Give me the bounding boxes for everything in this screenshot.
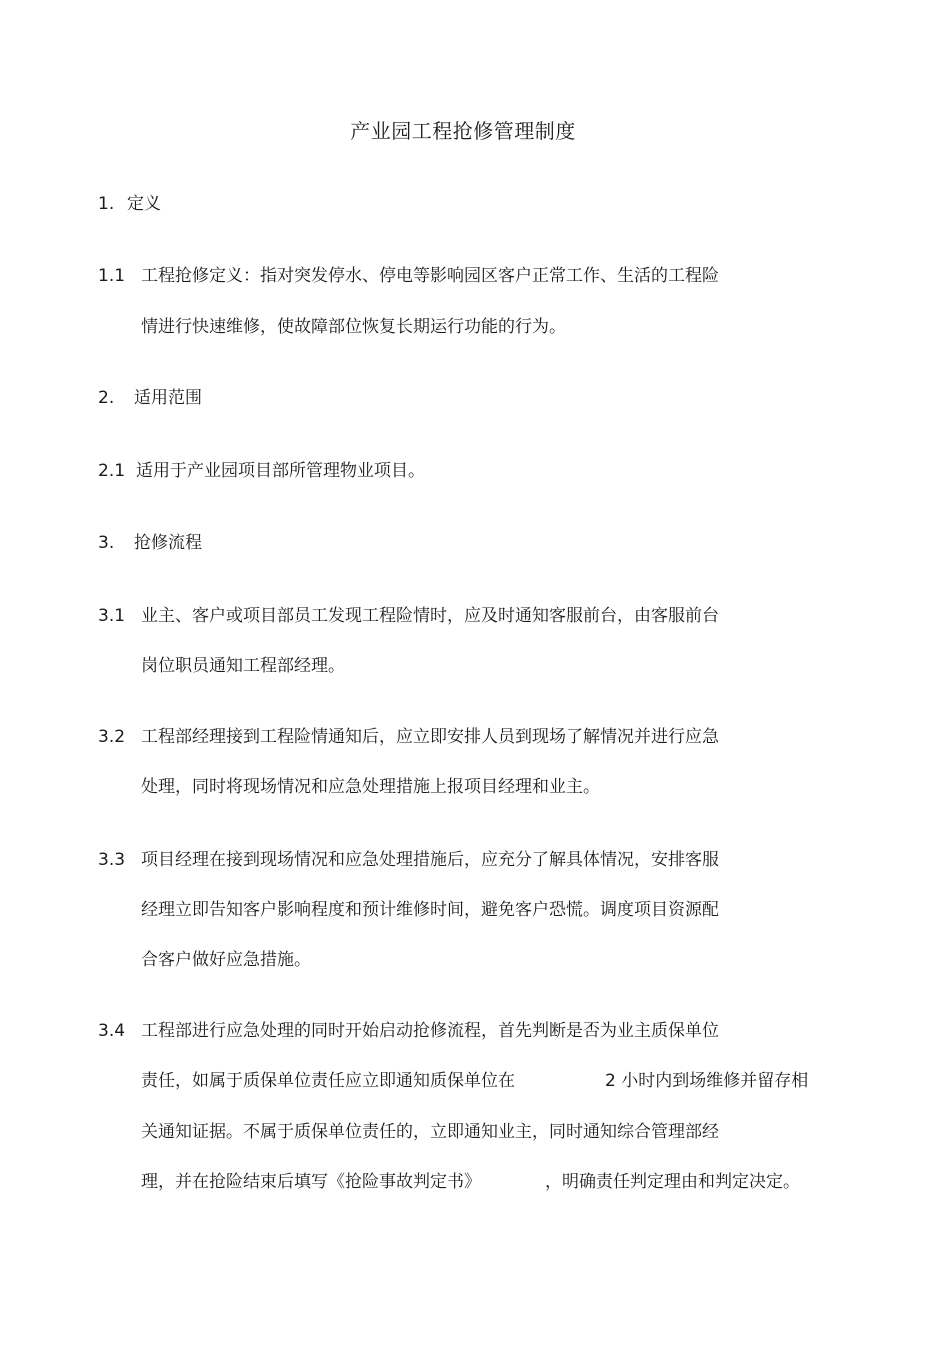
clause-3-3-line-3: 合客户做好应急措施。 xyxy=(141,950,311,970)
clause-2-1-line-1: 适用于产业园项目部所管理物业项目。 xyxy=(136,461,425,481)
clause-3-1-line-2: 岗位职员通知工程部经理。 xyxy=(141,656,345,676)
clause-3-1-number: 3.1 xyxy=(98,606,126,626)
clause-3-4-line-4a: 理，并在抢险结束后填写《抢险事故判定书》 xyxy=(141,1172,481,1192)
document-title: 产业园工程抢修管理制度 xyxy=(350,119,576,143)
clause-3-2-line-2: 处理，同时将现场情况和应急处理措施上报项目经理和业主。 xyxy=(141,777,600,797)
clause-3-2-line-1: 工程部经理接到工程险情通知后，应立即安排人员到现场了解情况并进行应急 xyxy=(141,727,719,747)
clause-3-4-line-4b: ，明确责任判定理由和判定决定。 xyxy=(545,1172,800,1192)
clause-1-1-number: 1.1 xyxy=(98,266,126,286)
clause-3-3-line-1: 项目经理在接到现场情况和应急处理措施后，应充分了解具体情况，安排客服 xyxy=(141,850,719,870)
section-1-heading: 定义 xyxy=(127,194,161,214)
section-2-heading: 适用范围 xyxy=(134,388,202,408)
clause-3-2-number: 3.2 xyxy=(98,727,126,747)
section-1-number: 1. xyxy=(98,194,115,214)
clause-1-1-line-1: 工程抢修定义：指对突发停水、停电等影响园区客户正常工作、生活的工程险 xyxy=(141,266,719,286)
clause-3-3-number: 3.3 xyxy=(98,850,126,870)
section-3-number: 3. xyxy=(98,533,115,553)
section-3-heading: 抢修流程 xyxy=(134,533,202,553)
clause-3-4-line-3: 关通知证据。不属于质保单位责任的，立即通知业主，同时通知综合管理部经 xyxy=(141,1122,719,1142)
clause-2-1-number: 2.1 xyxy=(98,461,126,481)
clause-3-1-line-1: 业主、客户或项目部员工发现工程险情时，应及时通知客服前台，由客服前台 xyxy=(141,606,719,626)
clause-1-1-line-2: 情进行快速维修，使故障部位恢复长期运行功能的行为。 xyxy=(141,317,566,337)
clause-3-4-number: 3.4 xyxy=(98,1021,126,1041)
clause-3-4-line-1: 工程部进行应急处理的同时开始启动抢修流程，首先判断是否为业主质保单位 xyxy=(141,1021,719,1041)
section-2-number: 2. xyxy=(98,388,115,408)
clause-3-3-line-2: 经理立即告知客户影响程度和预计维修时间，避免客户恐慌。调度项目资源配 xyxy=(141,900,719,920)
clause-3-4-line-2b: 2 小时内到场维修并留存相 xyxy=(605,1071,809,1091)
clause-3-4-line-2a: 责任，如属于质保单位责任应立即通知质保单位在 xyxy=(141,1071,515,1091)
